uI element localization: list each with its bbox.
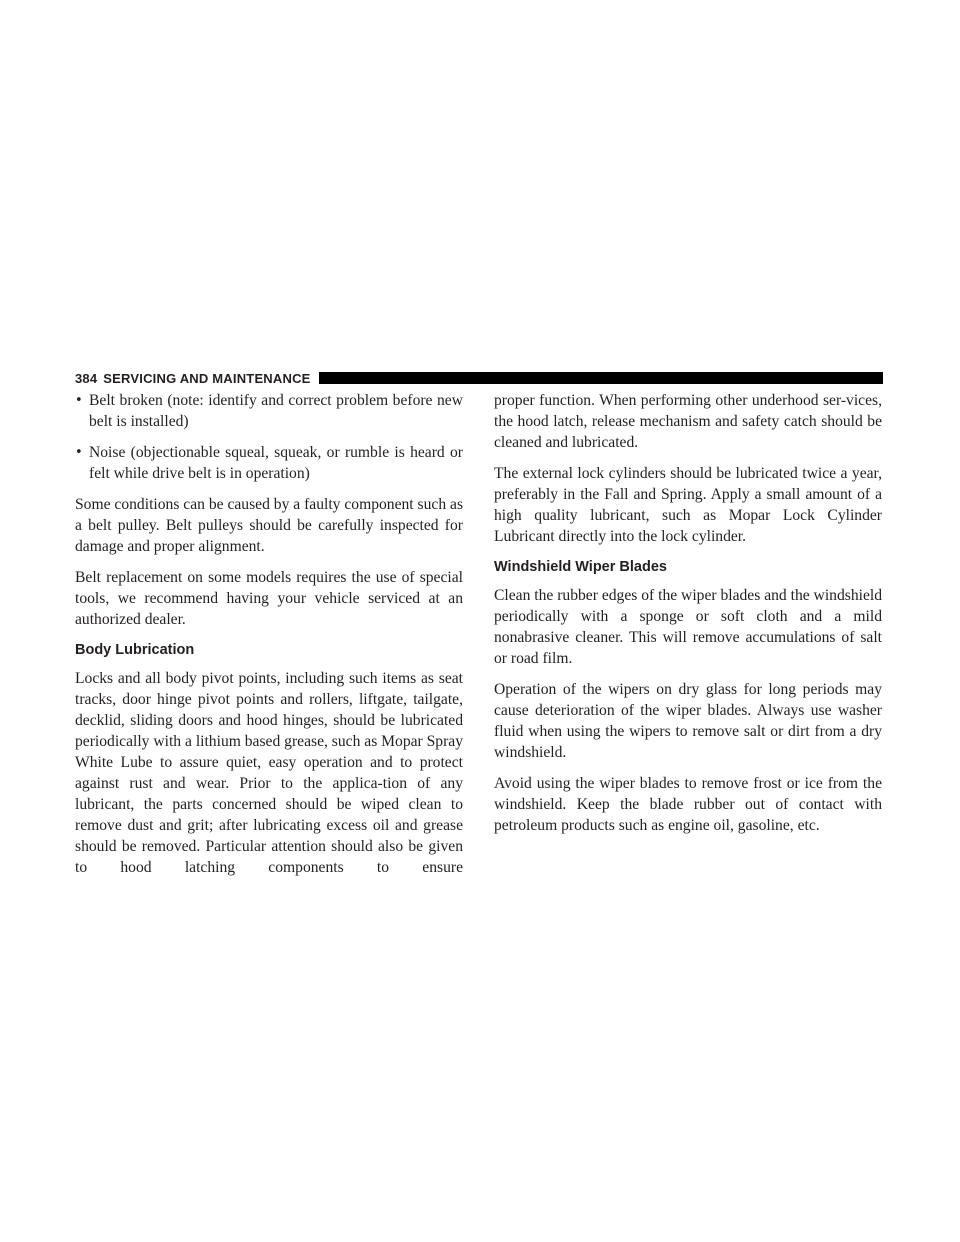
left-column xyxy=(75,390,463,888)
list-item-text: Belt broken (note: identify and correct problem before new belt is installed) xyxy=(89,392,463,430)
list-item xyxy=(75,442,463,484)
list-item-text: Noise (objectionable squeal, squeak, or rumble is heard or felt while drive belt is in operation) xyxy=(89,444,463,482)
paragraph: Belt replacement on some models requires the use of special tools, we recommend having your vehicle serviced at an authorized dealer. xyxy=(75,569,463,628)
bullet-icon: • xyxy=(75,393,83,408)
section-title: SERVICING AND MAINTENANCE xyxy=(103,370,311,386)
paragraph: Operation of the wipers on dry glass for long periods may cause deterioration of the wiper blades. Always use washer fluid when using the wipers to remove salt or dirt from a dry windshield. xyxy=(494,681,882,761)
paragraph: proper function. When performing other underhood ser-vices, the hood latch, release mechanism and safety catch should be cleaned and lubricated. xyxy=(494,392,882,451)
section-heading-body-lubrication: Body Lubrication xyxy=(75,642,195,658)
right-column xyxy=(494,390,882,846)
paragraph: Some conditions can be caused by a faulty component such as a belt pulley. Belt pulleys should be carefully inspected for damage and proper alignment. xyxy=(75,496,464,555)
bullet-icon: • xyxy=(75,445,83,460)
header-rule xyxy=(319,372,883,384)
paragraph: Clean the rubber edges of the wiper blades and the windshield periodically with a sponge or soft cloth and a mild nonabrasive cleaner. This will remove accumulations of salt or road film. xyxy=(494,587,882,667)
paragraph: Avoid using the wiper blades to remove frost or ice from the windshield. Keep the blade rubber out of contact with petroleum products such as engine oil, gasoline, etc. xyxy=(494,775,882,834)
page-number: 384 xyxy=(75,370,98,386)
list-item xyxy=(75,390,463,432)
page-header xyxy=(75,371,883,385)
section-heading-wiper-blades: Windshield Wiper Blades xyxy=(494,559,667,575)
paragraph: The external lock cylinders should be lubricated twice a year, preferably in the Fall and Spring. Apply a small amount of a high quality lubricant, such as Mopar Lock Cylinder Lubricant directly into the lock cylinder. xyxy=(494,465,882,545)
paragraph: Locks and all body pivot points, including such items as seat tracks, door hinge pivot points and rollers, liftgate, tailgate, decklid, sliding doors and hood hinges, should be lubricated periodically with a lithium based grease, such as Mopar Spray White Lube to assure quiet, easy operation and to protect against rust and wear. Prior to the applica-tion of any lubricant, the parts concerned should be wiped clean to remove dust and grit; after lubricating excess oil and grease should be removed. Particular attention should also be given to hood latching components to ensure xyxy=(75,670,464,876)
